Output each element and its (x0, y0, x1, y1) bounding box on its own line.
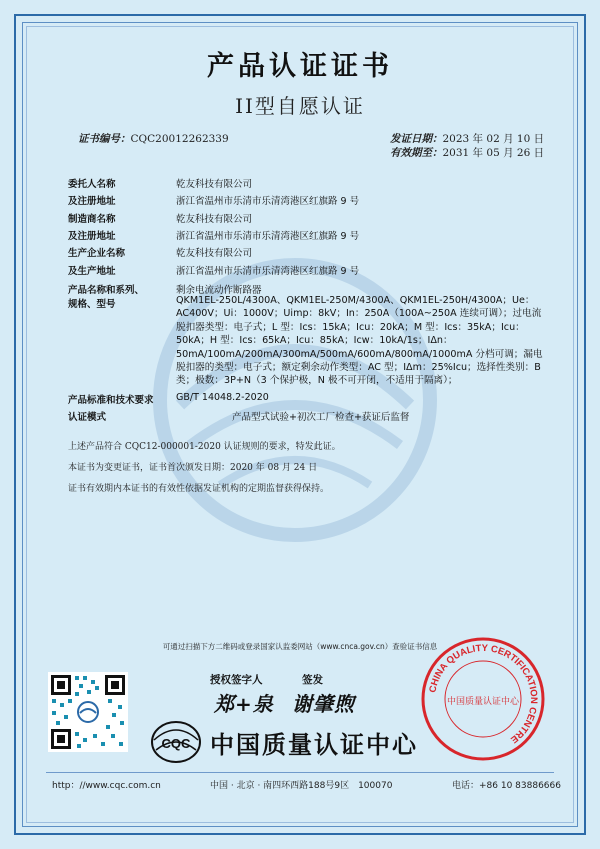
field-value: 乾友科技有限公司 (176, 214, 253, 225)
qr-instructions: 可通过扫描下方二维码或登录国家认监委网站（www.cnca.gov.cn）查验证书信息 (162, 642, 438, 651)
field-label: 及注册地址 (68, 196, 116, 207)
issue-date-value: 2023 年 02 月 10 日 (442, 133, 545, 145)
note-line: 证书有效期内本证书的有效性依据发证机构的定期监督获得保持。 (68, 484, 330, 494)
signer-label: 签发 (302, 674, 323, 686)
standard-value: GB/T 14048.2-2020 (176, 392, 269, 403)
field-value: 乾友科技有限公司 (176, 248, 253, 259)
cqc-logo-icon (150, 720, 202, 764)
standard-label: 产品标准和技术要求 (68, 395, 154, 406)
field-value: 浙江省温州市乐清市乐清湾港区红旗路 9 号 (176, 196, 360, 207)
official-seal-icon (420, 636, 546, 762)
product-name: 剩余电流动作断路器 (176, 285, 262, 296)
valid-date-label: 有效期至： (390, 147, 443, 159)
cert-number-value: CQC20012262339 (130, 133, 229, 145)
valid-date-value: 2031 年 05 月 26 日 (442, 147, 545, 159)
organization-name: 中国质量认证中心 (210, 731, 418, 759)
logo-text: CQC (161, 736, 191, 751)
seal-cn: 中国质量认证中心 (446, 697, 520, 707)
field-value: 浙江省温州市乐清市乐清湾港区红旗路 9 号 (176, 231, 360, 242)
signature-2: 谢肇煦 (292, 692, 355, 716)
mode-value: 产品型式试验+初次工厂检查+获证后监督 (232, 412, 410, 423)
valid-date (390, 145, 544, 160)
field-value: 浙江省温州市乐清市乐清湾港区红旗路 9 号 (176, 266, 360, 277)
mode-label: 认证模式 (68, 412, 107, 423)
footer-address: 中国 · 北京 · 南四环西路188号9区 100070 (210, 781, 393, 791)
signatory-label: 授权签字人 (210, 674, 263, 686)
field-label: 委托人名称 (68, 179, 116, 190)
issue-date-label: 发证日期： (390, 133, 443, 145)
field-label: 制造商名称 (68, 214, 116, 225)
issue-date (390, 131, 544, 146)
note-line: 本证书为变更证书，证书首次颁发日期：2020 年 08 月 24 日 (68, 463, 318, 473)
cert-number-label: 证书编号： (78, 133, 131, 145)
footer-divider (46, 772, 554, 773)
page-title: 产品认证证书 (207, 51, 393, 82)
note-line: 上述产品符合 CQC12-000001-2020 认证规则的要求，特发此证。 (68, 442, 341, 452)
product-label-2: 规格、型号 (68, 299, 116, 310)
seal-text: CHINA QUALITY CERTIFICATION CENTRE (427, 642, 540, 746)
field-value: 乾友科技有限公司 (176, 179, 253, 190)
field-label: 生产企业名称 (68, 248, 126, 259)
footer-website[interactable]: http：//www.cqc.com.cn (52, 781, 161, 791)
product-specification: QKM1EL-250L/4300A、QKM1EL-250M/4300A、QKM1EL-250H/4300A；Ue：AC400V；Ui：1000V；Uimp：8kV；In：250A（100A~250A 连续可调）；过电流脱扣器类型：电子式；L 型：Ics：15kA；Icu：20kA；M 型：Ics：35kA；Icu：50kA；H 型：Ics：65kA；Icu：85kA；Icw：10kA/1s；IΔn：50mA/100mA/200mA/300mA/500mA/600mA/800mA/1000mA 分档可调；漏电脱扣器的类型：电子式；额定剩余动作类型：AC 型；IΔm：25%Icu；选择性类别：B 类；极数：3P+N（3 个保护极，N 极不可开闭，不适用于隔离）； (176, 295, 543, 387)
field-label: 及生产地址 (68, 266, 116, 277)
signature-1: 郑+泉 (214, 692, 274, 716)
qr-code-icon[interactable] (48, 672, 128, 752)
page-subtitle: II型自愿认证 (235, 94, 365, 118)
footer-phone: 电话：+86 10 83886666 (452, 781, 561, 791)
product-label: 产品名称和系列、 (68, 285, 145, 296)
field-label: 及注册地址 (68, 231, 116, 242)
cert-number (78, 131, 229, 146)
